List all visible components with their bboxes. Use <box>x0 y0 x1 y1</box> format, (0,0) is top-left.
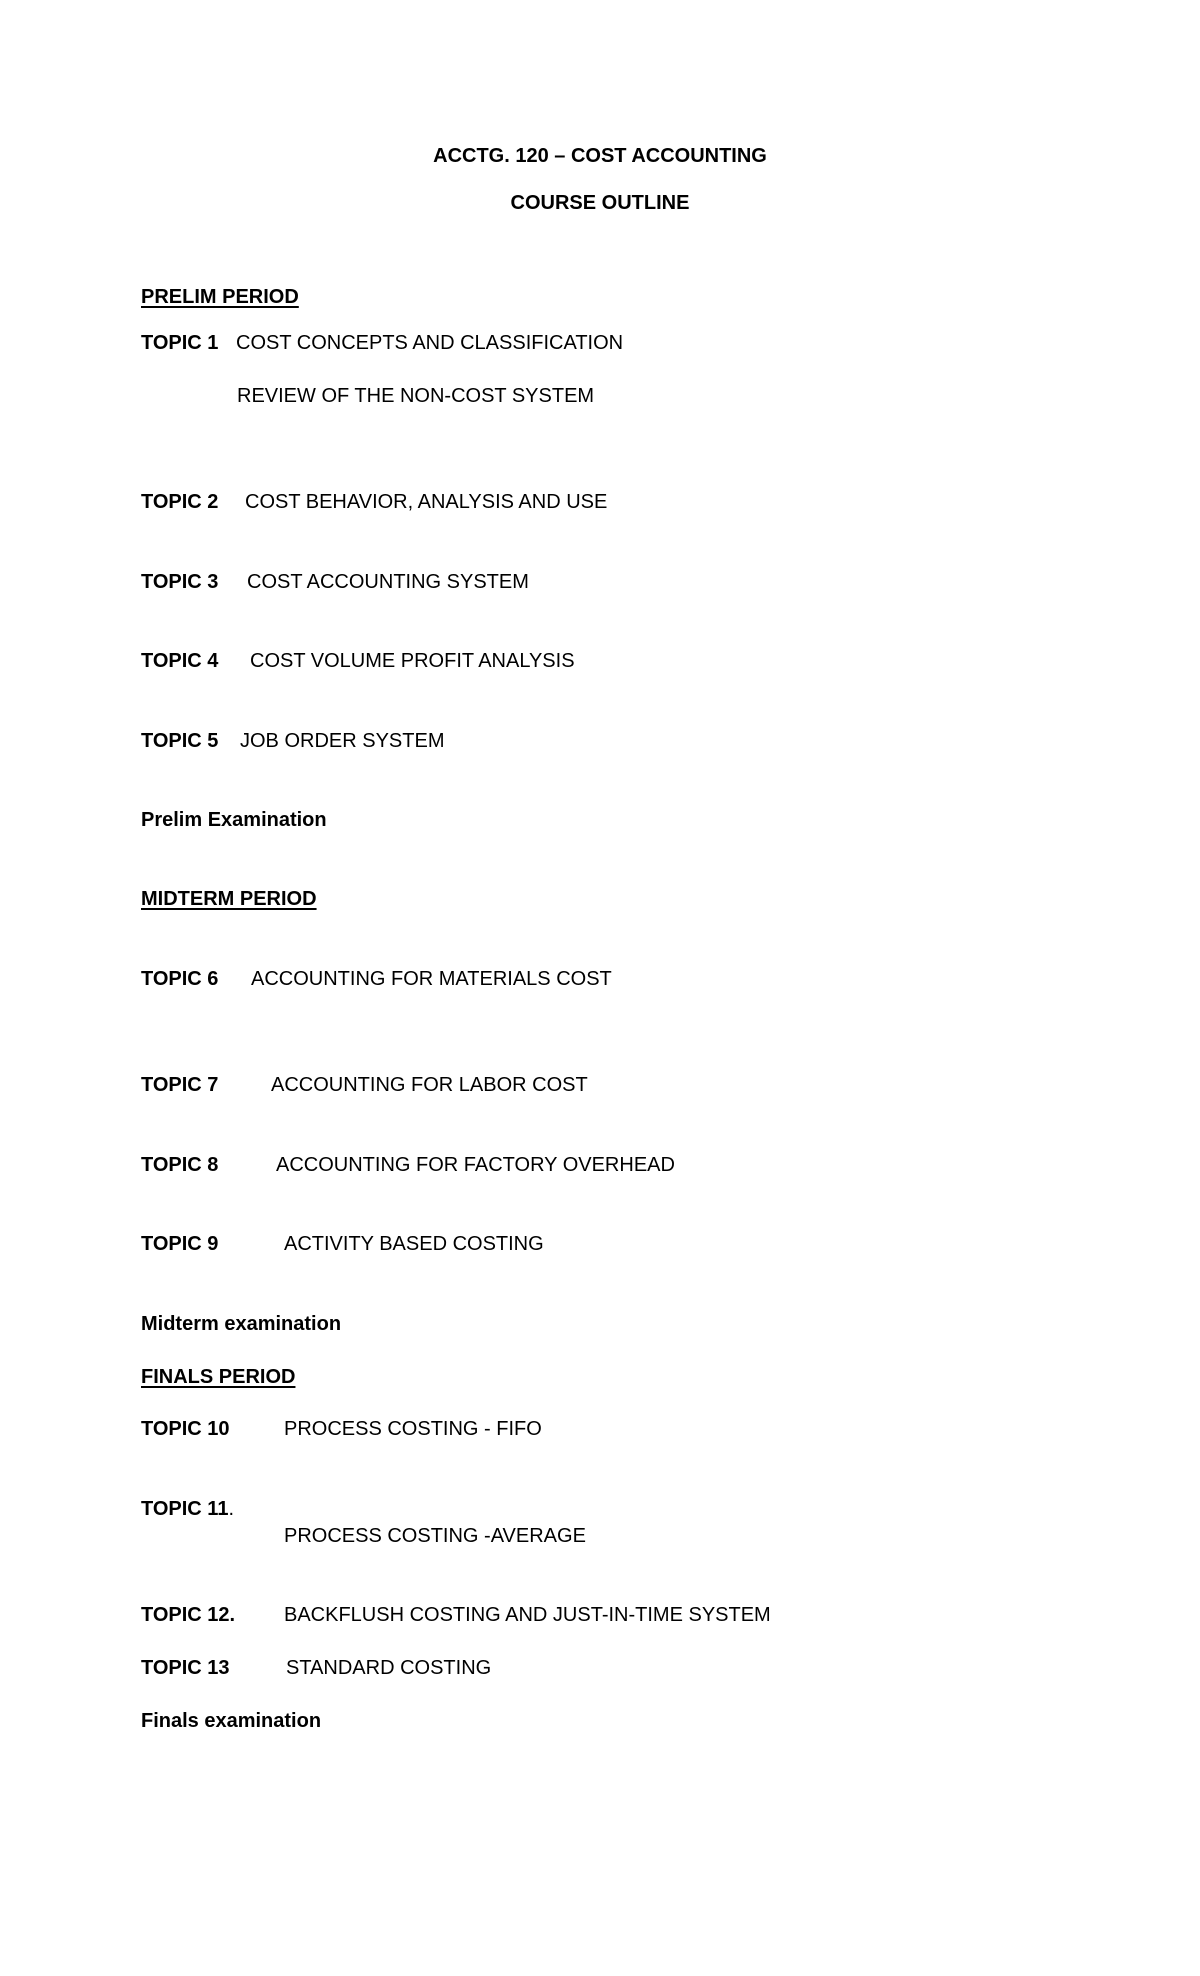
topic-5-label: TOPIC 5 <box>141 730 219 752</box>
topic-8-title: ACCOUNTING FOR FACTORY OVERHEAD <box>276 1154 675 1176</box>
topic-2-title: COST BEHAVIOR, ANALYSIS AND USE <box>245 491 608 513</box>
prelim-exam: Prelim Examination <box>141 809 327 831</box>
midterm-exam: Midterm examination <box>141 1313 342 1335</box>
topic-11-label-suffix: . <box>228 1498 235 1520</box>
topic-5-title: JOB ORDER SYSTEM <box>240 730 445 752</box>
topic-12-label: TOPIC 12. <box>141 1604 236 1626</box>
topic-12-title: BACKFLUSH COSTING AND JUST-IN-TIME SYSTEM <box>284 1604 771 1626</box>
topic-3-title: COST ACCOUNTING SYSTEM <box>247 571 529 593</box>
topic-4-title: COST VOLUME PROFIT ANALYSIS <box>250 650 575 672</box>
topic-7-label: TOPIC 7 <box>141 1074 219 1096</box>
topic-7-title: ACCOUNTING FOR LABOR COST <box>271 1074 588 1096</box>
topic-13-label: TOPIC 13 <box>141 1657 230 1679</box>
topic-11-title: PROCESS COSTING -AVERAGE <box>284 1525 586 1547</box>
topic-2-label: TOPIC 2 <box>141 491 219 513</box>
finals-exam: Finals examination <box>141 1710 322 1732</box>
topic-11-label-line <box>141 1497 234 1521</box>
topic-11-label: TOPIC 11 <box>141 1498 229 1520</box>
topic-9-label: TOPIC 9 <box>141 1233 219 1255</box>
prelim-period-heading: PRELIM PERIOD <box>141 286 299 308</box>
topic-3-label: TOPIC 3 <box>141 571 219 593</box>
topic-9-title: ACTIVITY BASED COSTING <box>284 1233 544 1255</box>
topic-10-title: PROCESS COSTING - FIFO <box>284 1418 542 1440</box>
topic-10-label: TOPIC 10 <box>141 1418 230 1440</box>
topic-6-label: TOPIC 6 <box>141 968 219 990</box>
topic-1-subtitle: REVIEW OF THE NON-COST SYSTEM <box>237 385 595 407</box>
topic-1-label: TOPIC 1 <box>141 332 219 354</box>
midterm-period-heading: MIDTERM PERIOD <box>141 888 317 910</box>
topic-6-title: ACCOUNTING FOR MATERIALS COST <box>251 968 612 990</box>
topic-4-label: TOPIC 4 <box>141 650 219 672</box>
topic-1-title: COST CONCEPTS AND CLASSIFICATION <box>236 332 624 354</box>
topic-8-label: TOPIC 8 <box>141 1154 219 1176</box>
course-outline-heading: COURSE OUTLINE <box>510 192 690 214</box>
course-title: ACCTG. 120 – COST ACCOUNTING <box>433 145 767 167</box>
finals-period-heading: FINALS PERIOD <box>141 1366 296 1388</box>
topic-13-title: STANDARD COSTING <box>286 1657 492 1679</box>
